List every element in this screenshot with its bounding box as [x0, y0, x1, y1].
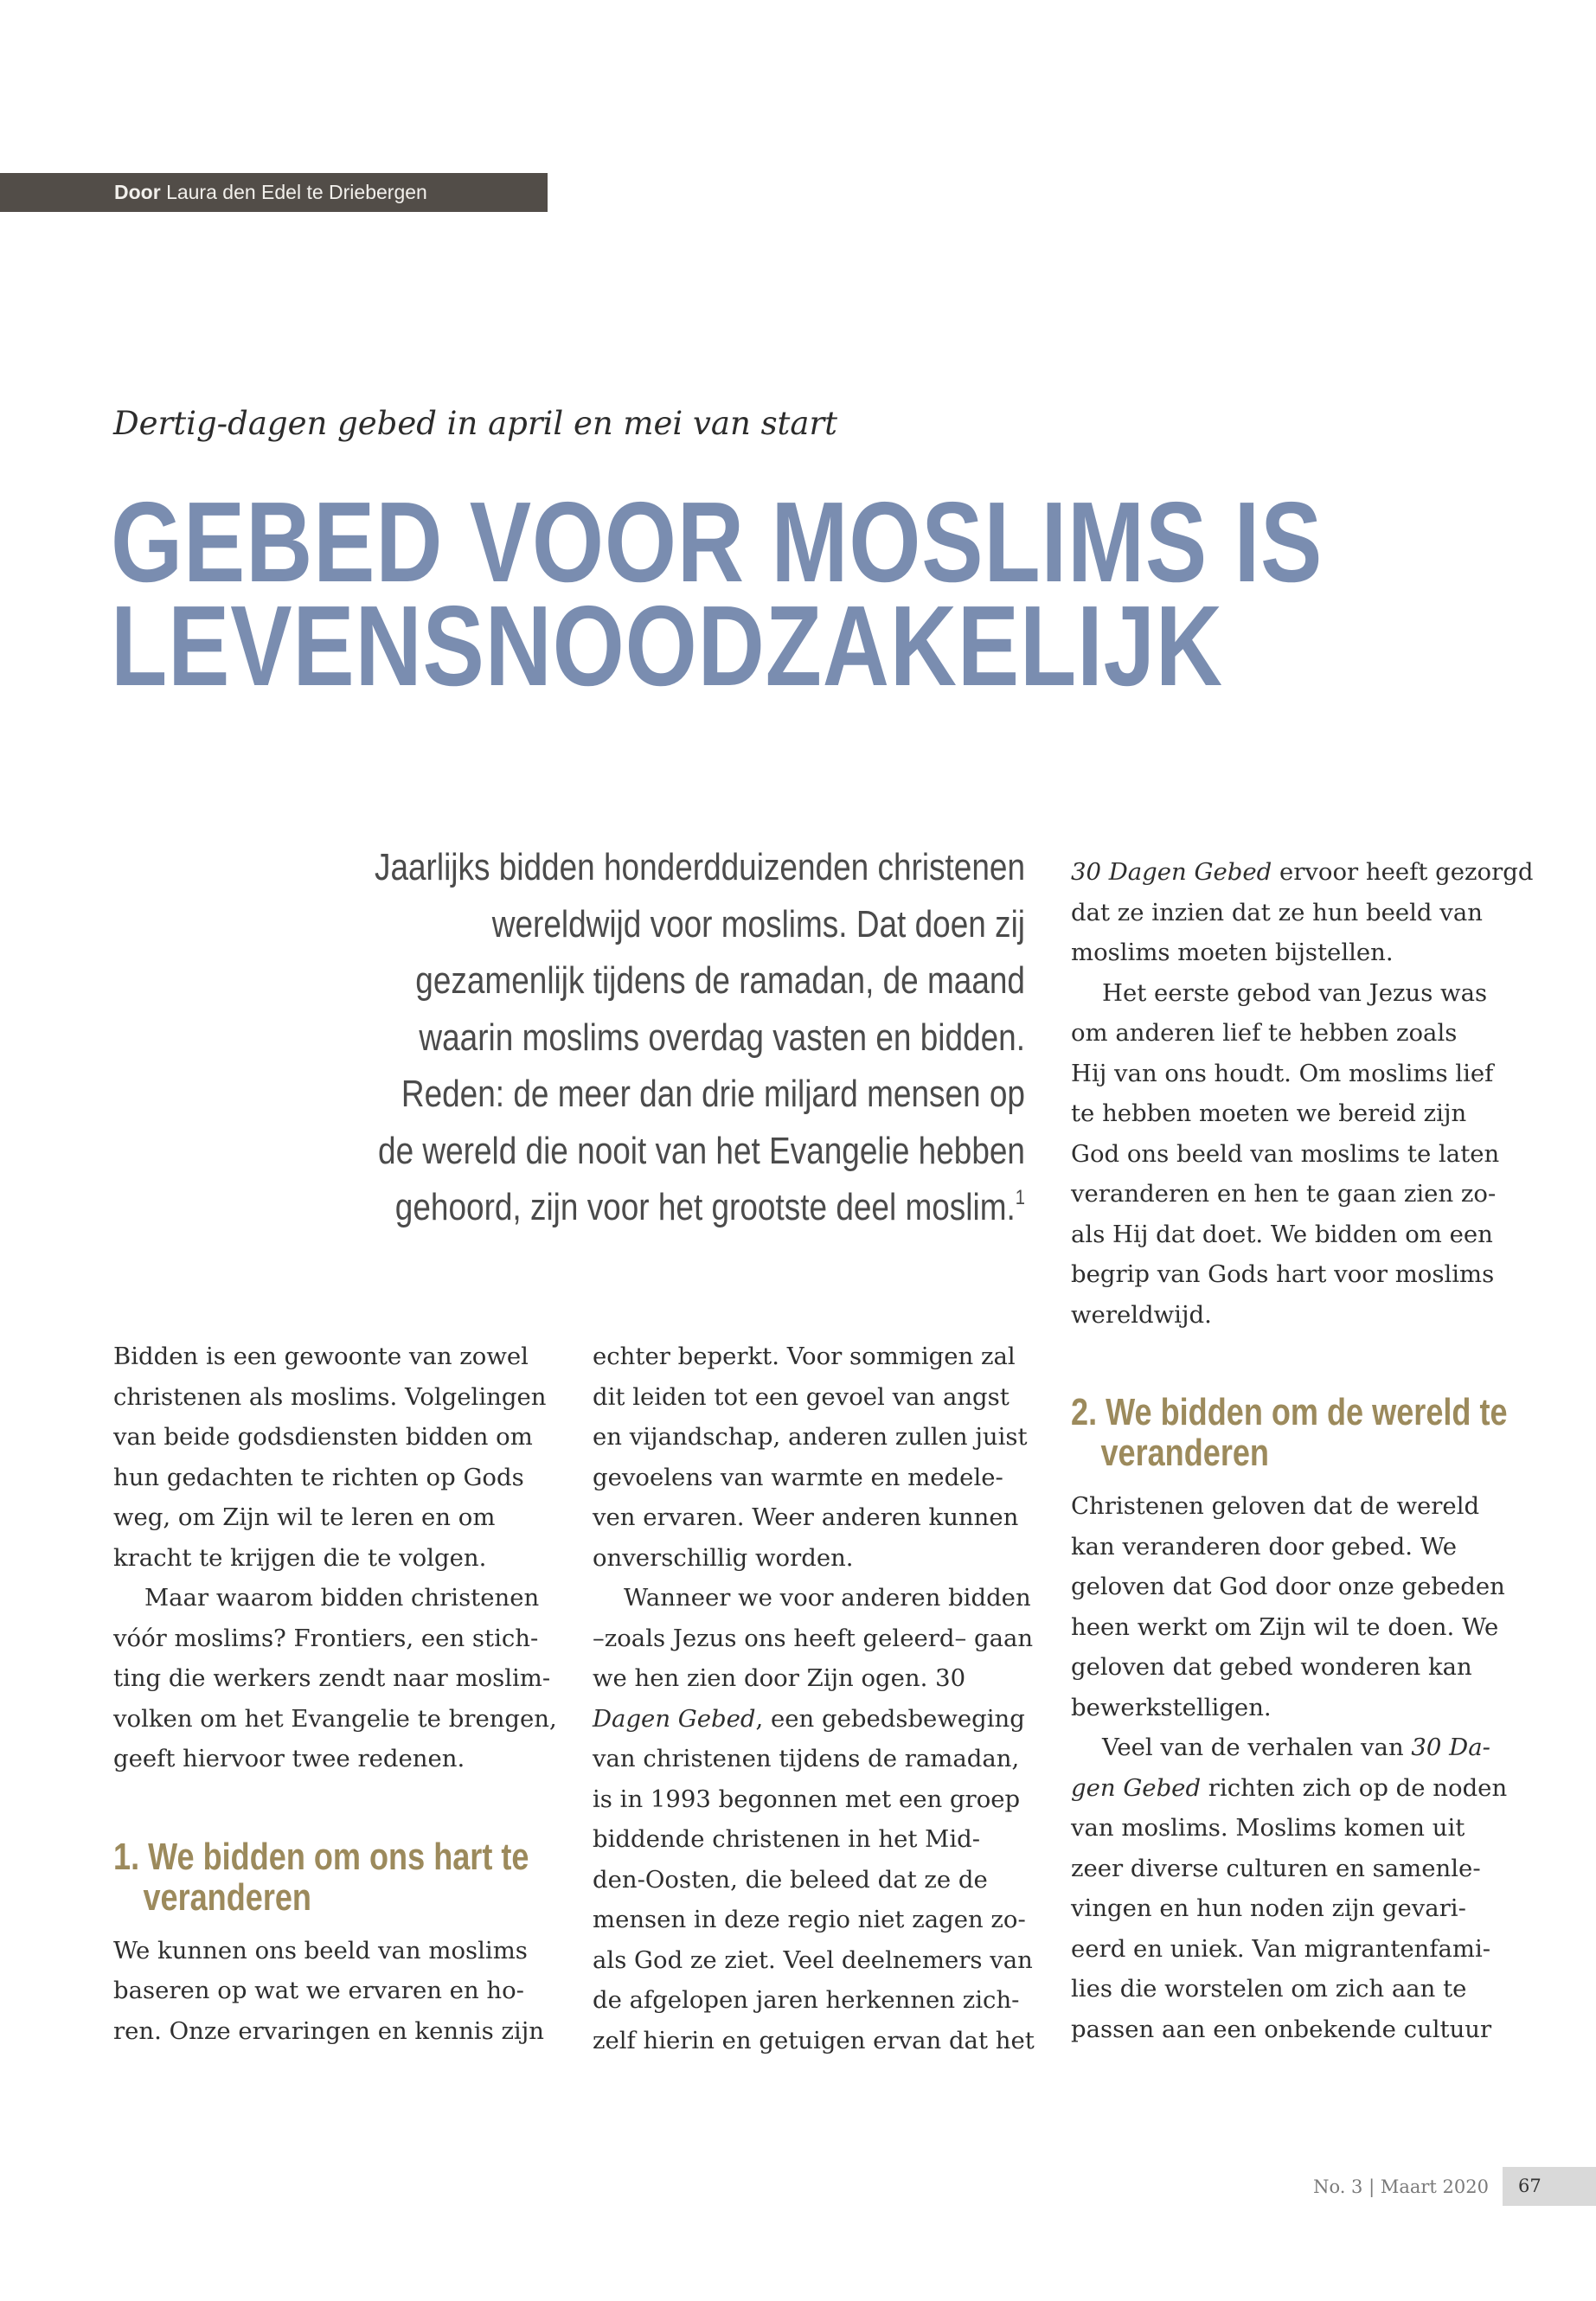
text-line: als God ze ziet. Veel deelnemers van — [593, 1945, 1033, 1974]
intro-paragraph — [74, 839, 1025, 1236]
text-fragment: richten zich op de noden — [1201, 1773, 1508, 1802]
text-fragment: , een gebedsbeweging — [755, 1704, 1025, 1733]
text-line: moslims moeten bijstellen. — [1071, 939, 1394, 966]
text-line: vóór moslims? Frontiers, een stich- — [113, 1624, 539, 1652]
text-line: –zoals Jezus ons heeft geleerd– gaan — [593, 1624, 1034, 1652]
footnote-marker: 1 — [1015, 1186, 1025, 1209]
intro-line: Reden: de meer dan drie miljard mensen op — [401, 1073, 1025, 1115]
subheading-line: veranderen — [1100, 1432, 1269, 1474]
text-line: vingen en hun noden zijn gevari- — [1071, 1894, 1466, 1922]
headline — [111, 478, 1324, 709]
text-line: lies die worstelen om zich aan te — [1071, 1975, 1467, 2003]
text-line: God ons beeld van moslims te laten — [1071, 1139, 1500, 1168]
text-line: Christenen geloven dat de wereld — [1071, 1492, 1480, 1520]
text-line: van moslims. Moslims komen uit — [1071, 1814, 1465, 1842]
text-line — [1071, 852, 1534, 893]
text-line: begrip van Gods hart voor moslims — [1071, 1260, 1495, 1288]
intro-line: Jaarlijks bidden honderdduizenden christenen — [374, 846, 1025, 888]
text-line: ren. Onze ervaringen en kennis zijn — [113, 2016, 544, 2045]
italic-title: Dagen Gebed — [593, 1704, 756, 1733]
paragraph — [1071, 1486, 1503, 1727]
text-line: als Hij dat doet. We bidden om een — [1071, 1220, 1493, 1248]
text-line: biddende christenen in het Mid- — [593, 1825, 981, 1853]
intro-line: waarin moslims overdag vasten en bidden. — [419, 1016, 1025, 1059]
kicker: Dertig-dagen gebed in april en mei van start — [113, 405, 838, 442]
text-line: weg, om Zijn wil te leren en om — [113, 1503, 496, 1531]
text-line: Maar waarom bidden christenen — [144, 1584, 540, 1612]
text-line: dat ze inzien dat ze hun beeld van — [1071, 898, 1483, 926]
page-footer — [1313, 2167, 1596, 2206]
body-column-2 — [593, 1336, 1035, 2061]
intro-line: de wereld die nooit van het Evangelie hebben — [378, 1129, 1025, 1172]
text-line: Wanneer we voor anderen bidden — [624, 1584, 1031, 1612]
text-line: hun gedachten te richten op Gods — [113, 1463, 524, 1491]
paragraph — [1071, 1727, 1508, 2049]
text-line: eerd en uniek. Van migrantenfami- — [1071, 1934, 1491, 1963]
paragraph — [113, 1336, 546, 1578]
text-fragment: Veel van de verhalen van — [1102, 1734, 1412, 1761]
headline-line-2: LEVENSNOODZAKELIJK — [111, 582, 1223, 709]
issue-info: No. 3 | Maart 2020 — [1313, 2176, 1489, 2197]
text-line: We kunnen ons beeld van moslims — [113, 1936, 528, 1965]
text-line: en vijandschap, anderen zullen juist — [593, 1423, 1028, 1451]
text-line: zeer diverse culturen en samenle- — [1071, 1854, 1481, 1882]
text-line: van beide godsdiensten bidden om — [113, 1423, 533, 1451]
text-line: Bidden is een gewoonte van zowel — [113, 1343, 529, 1370]
text-line: Het eerste gebod van Jezus was — [1102, 978, 1488, 1007]
paragraph — [1071, 852, 1534, 973]
text-line: echter beperkt. Voor sommigen zal — [593, 1343, 1016, 1370]
text-line: om anderen lief te hebben zoals — [1071, 1019, 1458, 1047]
body-column-3 — [1071, 852, 1534, 2049]
italic-title: gen Gebed — [1071, 1773, 1202, 1802]
paragraph — [593, 1336, 1028, 1578]
text-line: geeft hiervoor twee redenen. — [113, 1745, 465, 1772]
page-number: 67 — [1503, 2167, 1596, 2206]
text-line: Hij van ons houdt. Om moslims lief — [1071, 1059, 1494, 1087]
italic-title: 30 Da- — [1411, 1734, 1490, 1761]
text-line: van christenen tijdens de ramadan, — [593, 1745, 1020, 1772]
text-line: passen aan een onbekende cultuur — [1071, 2015, 1492, 2043]
text-line — [593, 1699, 1025, 1740]
text-line: ting die werkers zendt naar moslim- — [113, 1664, 551, 1692]
text-line: de afgelopen jaren herkennen zich- — [593, 1986, 1020, 2014]
text-line: geloven dat gebed wonderen kan — [1071, 1653, 1472, 1681]
byline-prefix: Door — [114, 181, 161, 203]
italic-title: 30 Dagen Gebed — [1071, 858, 1272, 886]
text-line: den-Oosten, die beleed dat ze de — [593, 1865, 988, 1894]
text-line: te hebben moeten we bereid zijn — [1071, 1099, 1467, 1127]
headline-line-1: GEBED VOOR MOSLIMS IS — [111, 478, 1324, 606]
text-line: is in 1993 begonnen met een groep — [593, 1785, 1021, 1813]
text-line: ven ervaren. Weer anderen kunnen — [593, 1503, 1019, 1531]
text-line — [1071, 1768, 1508, 1809]
text-line — [1071, 1727, 1503, 1768]
text-line: kan veranderen door gebed. We — [1071, 1532, 1458, 1561]
text-line: volken om het Evangelie te brengen, — [113, 1704, 557, 1733]
intro-line: wereldwijd voor moslims. Dat doen zij — [491, 902, 1025, 945]
body-column-1 — [113, 1336, 557, 2051]
text-fragment: ervoor heeft gezorgd — [1272, 858, 1534, 886]
text-line: gevoelens van warmte en medele- — [593, 1463, 1003, 1491]
subheading-line: 2. We bidden om de wereld te — [1071, 1391, 1508, 1433]
text-line: geloven dat God door onze gebeden — [1071, 1573, 1505, 1600]
text-line: mensen in deze regio niet zagen zo- — [593, 1906, 1026, 1933]
text-line: we hen zien door Zijn ogen. 30 — [593, 1664, 966, 1692]
text-line: baseren op wat we ervaren en ho- — [113, 1977, 524, 2004]
subheading-2 — [1071, 1392, 1510, 1473]
intro-line-last — [226, 1179, 1025, 1236]
text-line: dit leiden tot een gevoel van angst — [593, 1382, 1010, 1411]
paragraph — [113, 1931, 546, 2052]
text-line: christenen als moslims. Volgelingen — [113, 1382, 547, 1411]
text-line: heen werkt om Zijn wil te doen. We — [1071, 1612, 1499, 1641]
paragraph — [593, 1578, 1035, 2061]
text-line: wereldwijd. — [1071, 1300, 1212, 1329]
paragraph — [1071, 973, 1503, 1336]
text-line: bewerkstelligen. — [1071, 1693, 1272, 1721]
text-line: veranderen en hen te gaan zien zo- — [1071, 1180, 1497, 1208]
subheading-1 — [113, 1836, 553, 1918]
subheading-line: 1. We bidden om ons hart te — [113, 1835, 529, 1878]
text-line: onverschillig worden. — [593, 1543, 854, 1572]
text-line: zelf hierin en getuigen ervan dat het — [593, 2026, 1035, 2054]
byline-bar — [0, 173, 548, 212]
paragraph — [113, 1578, 557, 1779]
intro-line: gezamenlijk tijdens de ramadan, de maand — [415, 959, 1025, 1002]
byline-author: Laura den Edel te Driebergen — [166, 181, 427, 203]
subheading-line: veranderen — [143, 1875, 311, 1919]
text-line: kracht te krijgen die te volgen. — [113, 1543, 487, 1572]
intro-line-text: gehoord, zijn voor het grootste deel moslim. — [394, 1186, 1016, 1228]
